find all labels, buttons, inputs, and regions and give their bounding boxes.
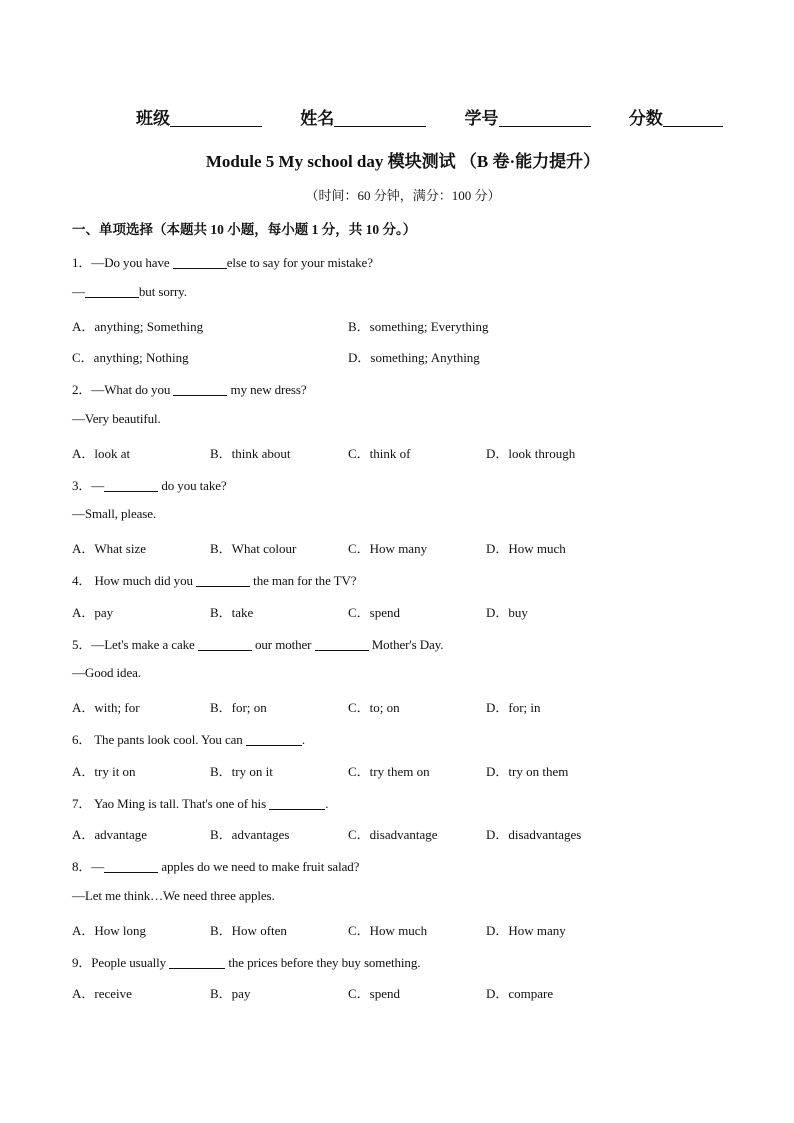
question-text: .	[325, 796, 329, 811]
question-text: my new dress?	[227, 382, 307, 397]
question-text: do you take?	[158, 478, 227, 493]
option-c[interactable]: C．think of	[348, 446, 411, 461]
reply-text: but sorry.	[138, 284, 187, 299]
section-title: 一、单项选择（本题共 10 小题，每小题 1 分，共 10 分。）	[72, 222, 417, 237]
answer-blank[interactable]	[173, 383, 227, 396]
reply-text: —	[72, 284, 85, 299]
option-a[interactable]: A．receive	[72, 986, 132, 1001]
student-id-input-line[interactable]	[499, 110, 591, 127]
question-text: the prices before they buy something.	[225, 955, 421, 970]
question-text: 8．—	[72, 859, 105, 874]
name-label: 姓名	[300, 109, 335, 128]
option-b[interactable]: B．What colour	[210, 541, 297, 556]
option-b[interactable]: B．think about	[210, 446, 291, 461]
answer-blank[interactable]	[269, 797, 325, 810]
option-d[interactable]: D．How many	[486, 923, 566, 938]
score-field	[629, 104, 723, 129]
option-d[interactable]: D．compare	[486, 986, 554, 1001]
option-d[interactable]: D．for; in	[486, 700, 541, 715]
score-label: 分数	[628, 109, 663, 128]
question-5	[72, 634, 443, 653]
option-d[interactable]: D．look through	[486, 446, 576, 461]
score-input-line[interactable]	[663, 110, 723, 127]
question-1-reply	[72, 284, 187, 300]
option-b[interactable]: B．try on it	[210, 764, 273, 779]
option-a[interactable]: A．look at	[72, 446, 131, 461]
question-text: 3．—	[72, 478, 105, 493]
question-text: 1．—Do you have	[72, 255, 173, 270]
answer-blank[interactable]	[173, 256, 227, 269]
option-c[interactable]: C．to; on	[348, 700, 400, 715]
answer-blank[interactable]	[85, 285, 139, 298]
question-8	[72, 856, 359, 875]
option-a[interactable]: A．What size	[72, 541, 147, 556]
question-9	[72, 952, 420, 971]
question-1	[72, 252, 373, 271]
answer-blank[interactable]	[198, 638, 252, 651]
option-a[interactable]: A．How long	[72, 923, 147, 938]
option-a[interactable]: A．advantage	[72, 827, 148, 842]
answer-blank[interactable]	[315, 638, 369, 651]
option-c[interactable]: C．disadvantage	[348, 827, 438, 842]
student-id-field	[465, 104, 591, 129]
question-6	[72, 729, 305, 748]
question-text: 4． How much did you	[72, 573, 197, 588]
option-c[interactable]: C．How much	[348, 923, 428, 938]
question-text: .	[301, 732, 306, 747]
question-2-reply: —Very beautiful.	[72, 411, 161, 426]
question-text: else to say for your mistake?	[226, 255, 373, 270]
option-a[interactable]: A．try it on	[72, 764, 136, 779]
exam-info: （时间：60 分钟，满分：100 分）	[305, 188, 501, 203]
option-b[interactable]: B．pay	[210, 986, 251, 1001]
answer-blank[interactable]	[104, 860, 158, 873]
question-7	[72, 793, 328, 812]
question-text: 2．—What do you	[72, 382, 174, 397]
answer-blank[interactable]	[169, 956, 225, 969]
option-b[interactable]: B．for; on	[210, 700, 267, 715]
question-8-reply: —Let me think…We need three apples.	[72, 888, 275, 903]
class-input-line[interactable]	[170, 110, 262, 127]
class-field	[136, 104, 262, 129]
option-a[interactable]: A．pay	[72, 605, 114, 620]
answer-blank[interactable]	[104, 479, 158, 492]
question-3-reply: —Small, please.	[72, 506, 157, 521]
answer-blank[interactable]	[246, 733, 302, 746]
question-4	[72, 570, 356, 589]
name-input-line[interactable]	[334, 110, 426, 127]
question-text: Mother's Day.	[368, 637, 444, 652]
answer-blank[interactable]	[196, 574, 250, 587]
option-d[interactable]: D．buy	[486, 605, 528, 620]
question-text: 9．People usually	[72, 955, 170, 970]
option-c[interactable]: C．anything; Nothing	[72, 350, 189, 365]
question-text: our mother	[251, 637, 315, 652]
page-title: Module 5 My school day 模块测试 （B 卷·能力提升）	[205, 152, 601, 171]
question-text: 5．—Let's make a cake	[72, 637, 198, 652]
option-b[interactable]: B．take	[210, 605, 254, 620]
option-c[interactable]: C．spend	[348, 605, 401, 620]
student-info-header	[136, 104, 736, 129]
option-d[interactable]: D．disadvantages	[486, 827, 582, 842]
question-3	[72, 475, 227, 494]
option-d[interactable]: D．something; Anything	[348, 350, 480, 365]
question-text: 6． The pants look cool. You can	[72, 732, 246, 747]
question-text: the man for the TV?	[250, 573, 357, 588]
option-b[interactable]: B．advantages	[210, 827, 290, 842]
question-2	[72, 379, 307, 398]
question-text: apples do we need to make fruit salad?	[158, 859, 360, 874]
student-id-label: 学号	[464, 109, 499, 128]
option-c[interactable]: C．How many	[348, 541, 428, 556]
option-d[interactable]: D．How much	[486, 541, 566, 556]
option-c[interactable]: C．spend	[348, 986, 401, 1001]
option-b[interactable]: B．How often	[210, 923, 287, 938]
name-field	[300, 104, 426, 129]
option-a[interactable]: A．anything; Something	[72, 319, 204, 334]
option-b[interactable]: B．something; Everything	[348, 319, 489, 334]
question-text: 7． Yao Ming is tall. That's one of his	[72, 796, 270, 811]
option-c[interactable]: C．try them on	[348, 764, 430, 779]
question-5-reply: —Good idea.	[72, 665, 141, 680]
option-d[interactable]: D．try on them	[486, 764, 569, 779]
option-a[interactable]: A．with; for	[72, 700, 140, 715]
class-label: 班级	[136, 109, 170, 128]
